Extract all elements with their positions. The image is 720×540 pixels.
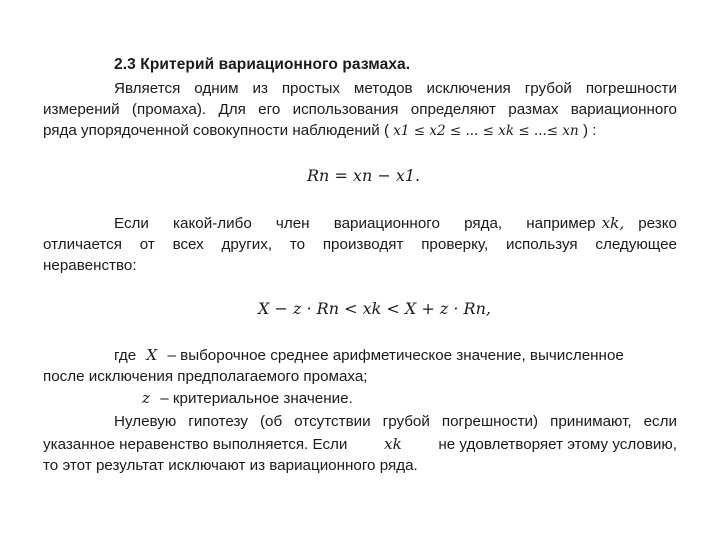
para4-line3: то этот результат исключают из вариационного ряда.: [43, 457, 418, 474]
section-title: 2.3 Критерий вариационного размаха.: [114, 56, 411, 73]
para1-line2: измерений (промаха). Для его использования определяют размах вариационного: [43, 101, 677, 118]
para2-line2: отличается от всех других, то производят проверку, используя следующее: [43, 236, 677, 253]
para4-line2-b: не удовлетворяет этому условию,: [438, 436, 677, 453]
para2-var-xk: xk,: [601, 214, 625, 232]
para3-line3-b: – критериальное значение.: [160, 390, 353, 407]
para2-line3: неравенство:: [43, 257, 137, 274]
para4-line1: Нулевую гипотезу (об отсутствии грубой погрешности) принимают, если: [114, 413, 677, 430]
inequality-formula: X − z · Rn < xk < X + z · Rn,: [258, 299, 491, 318]
para3-line1-a: где: [114, 347, 137, 364]
ordered-sequence: x1 ≤ x2 ≤ ... ≤ xk ≤ ...≤ xn: [393, 123, 579, 139]
para2-line1-b: резко: [638, 215, 677, 232]
para1-line1: Является одним из простых методов исключения грубой погрешности: [114, 80, 677, 97]
para3-line1: [114, 346, 677, 365]
para3-line2: после исключения предполагаемого промаха;: [43, 368, 368, 385]
para4-var-xk: xk: [384, 435, 402, 453]
para4-line2-a: указанное неравенство выполняется. Если: [43, 436, 348, 453]
para3-var-xbar: X: [146, 346, 158, 364]
para2-line1-a: Если какой-либо член вариационного ряда, например: [114, 215, 596, 232]
para3-line3: [142, 389, 662, 408]
range-formula: Rn = xn − x1.: [307, 166, 421, 185]
para1-line3-end: ) :: [582, 122, 597, 139]
para4-line2: [43, 435, 677, 454]
para1-line3-text: ряда упорядоченной совокупности наблюдений (: [43, 122, 390, 139]
para3-var-z: z: [142, 389, 151, 407]
para2-line1: [114, 214, 677, 233]
para3-line1-b: – выборочное среднее арифметическое значение, вычисленное: [167, 347, 624, 364]
para1-line3: [43, 121, 677, 141]
